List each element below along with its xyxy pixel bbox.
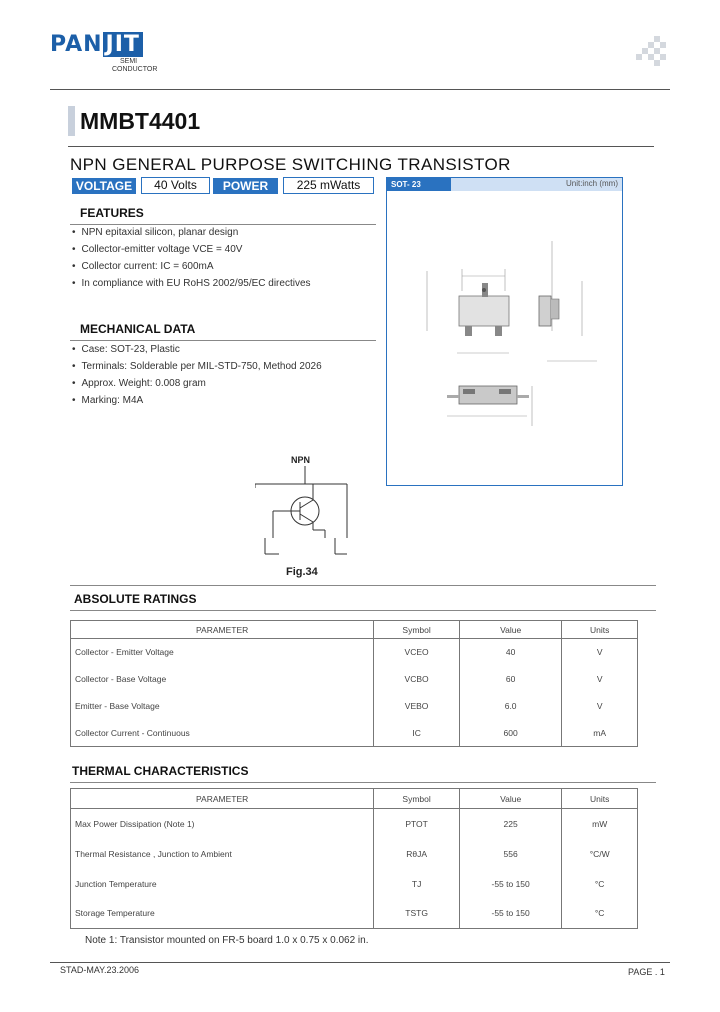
footnote: Note 1: Transistor mounted on FR-5 board 1.0 x 0.75 x 0.062 in.: [85, 935, 369, 946]
footer-date: STAD-MAY.23.2006: [60, 965, 140, 975]
table-cell: °C: [562, 869, 638, 899]
table-cell: Junction Temperature: [71, 869, 374, 899]
header-divider: [50, 89, 670, 90]
part-divider: [68, 146, 654, 147]
table-cell: PTOT: [374, 809, 460, 839]
table-cell: TSTG: [374, 899, 460, 929]
npn-label: NPN: [291, 455, 311, 465]
ratings-divider: [70, 610, 656, 611]
table-row: [71, 666, 638, 693]
table-header-cell: Symbol: [374, 789, 460, 809]
table-header-cell: Units: [562, 789, 638, 809]
table-cell: mA: [562, 720, 638, 747]
table-header-cell: PARAMETER: [71, 621, 374, 639]
voltage-value: 40 Volts: [141, 177, 210, 194]
logo-subtitle: [112, 58, 157, 74]
table-header-cell: Value: [459, 789, 561, 809]
logo-jit: JIT: [103, 32, 143, 57]
table-cell: -55 to 150: [459, 869, 561, 899]
list-item: • Collector current: IC = 600mA: [72, 258, 311, 275]
list-item: • NPN epitaxial silicon, planar design: [72, 224, 311, 241]
table-row: [71, 693, 638, 720]
footer-divider: [50, 962, 670, 963]
table-header-cell: PARAMETER: [71, 789, 374, 809]
mechanical-title: MECHANICAL DATA: [80, 322, 196, 336]
table-cell: 6.0: [459, 693, 561, 720]
power-value: 225 mWatts: [283, 177, 374, 194]
package-name: SOT- 23: [387, 178, 451, 191]
table-cell: Collector - Base Voltage: [71, 666, 374, 693]
table-cell: -55 to 150: [459, 899, 561, 929]
table-cell: 556: [459, 839, 561, 869]
package-drawing: [386, 177, 623, 486]
list-item: • Terminals: Solderable per MIL-STD-750, Method 2026: [72, 358, 322, 375]
list-item: • In compliance with EU RoHS 2002/95/EC directives: [72, 275, 311, 292]
voltage-tag: VOLTAGE: [72, 178, 136, 194]
table-cell: 600: [459, 720, 561, 747]
table-cell: °C: [562, 899, 638, 929]
figure-caption: Fig.34: [286, 566, 318, 578]
logo-sub-conductor: CONDUCTOR: [112, 66, 158, 73]
table-row: [71, 899, 638, 929]
table-header-cell: Value: [459, 621, 561, 639]
table-cell: Thermal Resistance , Junction to Ambient: [71, 839, 374, 869]
brand-logo: [50, 32, 143, 57]
list-item: • Case: SOT-23, Plastic: [72, 341, 322, 358]
table-header-row: [71, 789, 638, 809]
page-number: PAGE . 1: [628, 967, 665, 977]
sot23-outline-icon: [387, 191, 622, 484]
table-cell: RθJA: [374, 839, 460, 869]
part-accent: [68, 106, 75, 136]
thermal-table: [70, 788, 638, 929]
table-row: [71, 839, 638, 869]
npn-transistor-icon: [255, 466, 355, 561]
list-item: • Collector-emitter voltage VCE = 40V: [72, 241, 311, 258]
list-item: • Approx. Weight: 0.008 gram: [72, 375, 322, 392]
table-cell: V: [562, 639, 638, 666]
table-cell: Storage Temperature: [71, 899, 374, 929]
table-cell: VCBO: [374, 666, 460, 693]
table-header-cell: Units: [562, 621, 638, 639]
table-header-cell: Symbol: [374, 621, 460, 639]
table-row: [71, 720, 638, 747]
features-title: FEATURES: [80, 206, 144, 220]
table-cell: Max Power Dissipation (Note 1): [71, 809, 374, 839]
table-cell: 225: [459, 809, 561, 839]
list-item: • Marking: M4A: [72, 392, 322, 409]
page-subtitle: NPN GENERAL PURPOSE SWITCHING TRANSISTOR: [70, 155, 511, 174]
mechanical-list: [72, 341, 322, 409]
features-list: [72, 224, 311, 292]
thermal-title: THERMAL CHARACTERISTICS: [72, 764, 249, 778]
table-row: [71, 869, 638, 899]
table-row: [71, 639, 638, 666]
power-tag: POWER: [213, 178, 278, 194]
table-cell: Emitter - Base Voltage: [71, 693, 374, 720]
table-cell: V: [562, 693, 638, 720]
absolute-ratings-table: [70, 620, 638, 747]
absolute-ratings-title: ABSOLUTE RATINGS: [74, 592, 197, 606]
table-cell: VEBO: [374, 693, 460, 720]
table-cell: mW: [562, 809, 638, 839]
table-cell: Collector Current - Continuous: [71, 720, 374, 747]
table-cell: 40: [459, 639, 561, 666]
table-cell: °C/W: [562, 839, 638, 869]
table-cell: TJ: [374, 869, 460, 899]
table-cell: 60: [459, 666, 561, 693]
table-cell: IC: [374, 720, 460, 747]
ratings-top-divider: [70, 585, 656, 586]
package-header: [387, 178, 622, 191]
logo-pan: PAN: [50, 32, 103, 57]
part-number: MMBT4401: [80, 108, 201, 134]
checker-decoration-icon: [636, 36, 668, 66]
table-row: [71, 809, 638, 839]
package-unit: Unit:inch (mm): [565, 179, 618, 188]
logo-sub-semi: SEMI: [120, 58, 138, 65]
table-header-row: [71, 621, 638, 639]
table-cell: VCEO: [374, 639, 460, 666]
table-cell: V: [562, 666, 638, 693]
table-cell: Collector - Emitter Voltage: [71, 639, 374, 666]
thermal-divider: [70, 782, 656, 783]
